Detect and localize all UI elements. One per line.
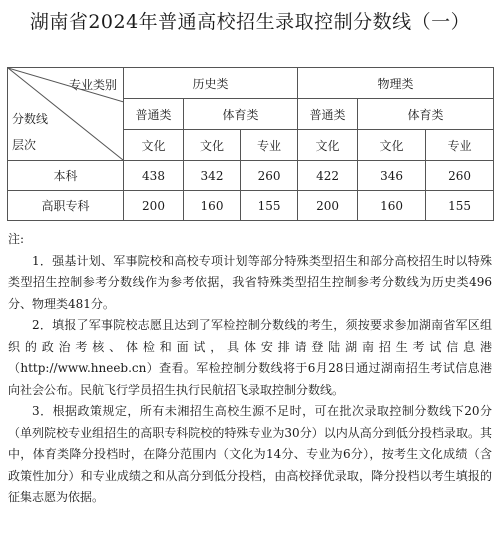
physics-regular-header: 普通类 (298, 99, 358, 130)
row-level: 高职专科 (8, 191, 124, 221)
header-level-label: 层次 (12, 138, 37, 152)
table-row (8, 191, 494, 221)
score-table (7, 67, 494, 221)
score-cell: 160 (358, 191, 426, 221)
page-title: 湖南省2024年普通高校招生录取控制分数线（一） (29, 11, 471, 33)
table-row (8, 161, 494, 191)
history-regular-header: 普通类 (124, 99, 184, 130)
header-category-label: 专业类别 (68, 78, 117, 92)
physics-sports-major: 专业 (426, 130, 494, 161)
score-cell: 422 (298, 161, 358, 191)
notes-section (8, 229, 492, 509)
physics-sports-header: 体育类 (358, 99, 494, 130)
score-cell: 342 (184, 161, 241, 191)
score-cell: 260 (426, 161, 494, 191)
score-cell: 155 (426, 191, 494, 221)
score-cell: 155 (241, 191, 298, 221)
history-regular-culture: 文化 (124, 130, 184, 161)
score-cell: 200 (298, 191, 358, 221)
header-score-label: 分数线 (12, 112, 49, 126)
history-sports-culture: 文化 (184, 130, 241, 161)
score-cell: 346 (358, 161, 426, 191)
header-diagonal-cell (8, 68, 124, 161)
score-cell: 160 (184, 191, 241, 221)
notes-label: 注: (8, 232, 25, 246)
note-paragraph-2: 2．填报了军事院校志愿且达到了军检控制分数线的考生，须按要求参加湖南省军区组织的政治考核、体检和面试，具体安排请登陆湖南招生考试信息港（http://www.hneeb.cn）查看。军检控制分数线将于6月28日通过湖南招生考试信息港向社会公布。民航飞行学员招生执行民航招飞录取控制分数线。 (8, 318, 492, 397)
note-paragraph-3: 3．根据政策规定，所有未湘招生高校生源不足时，可在批次录取控制分数线下20分（单列院校专业组招生的高职专科院校的特殊专业为30分）以内从高分到低分投档录取。其中，体育类降分投档时，在降分范围内（文化为14分、专业为6分），按考生文化成绩（含政策性加分）和专业成绩之和从高分到低分投档，由高校择优录取，降分投档以考生填报的征集志愿为依据。 (8, 404, 492, 504)
score-cell: 200 (124, 191, 184, 221)
history-header: 历史类 (124, 68, 298, 99)
physics-header: 物理类 (298, 68, 494, 99)
history-sports-major: 专业 (241, 130, 298, 161)
physics-regular-culture: 文化 (298, 130, 358, 161)
physics-sports-culture: 文化 (358, 130, 426, 161)
history-sports-header: 体育类 (184, 99, 298, 130)
note-paragraph-1: 1．强基计划、军事院校和高校专项计划等部分特殊类型招生和部分高校招生时以特殊类型招生控制参考分数线作为参考依据，我省特殊类型招生控制参考分数线为历史类496分、物理类481分。 (8, 253, 492, 311)
row-level: 本科 (8, 161, 124, 191)
score-cell: 438 (124, 161, 184, 191)
score-cell: 260 (241, 161, 298, 191)
